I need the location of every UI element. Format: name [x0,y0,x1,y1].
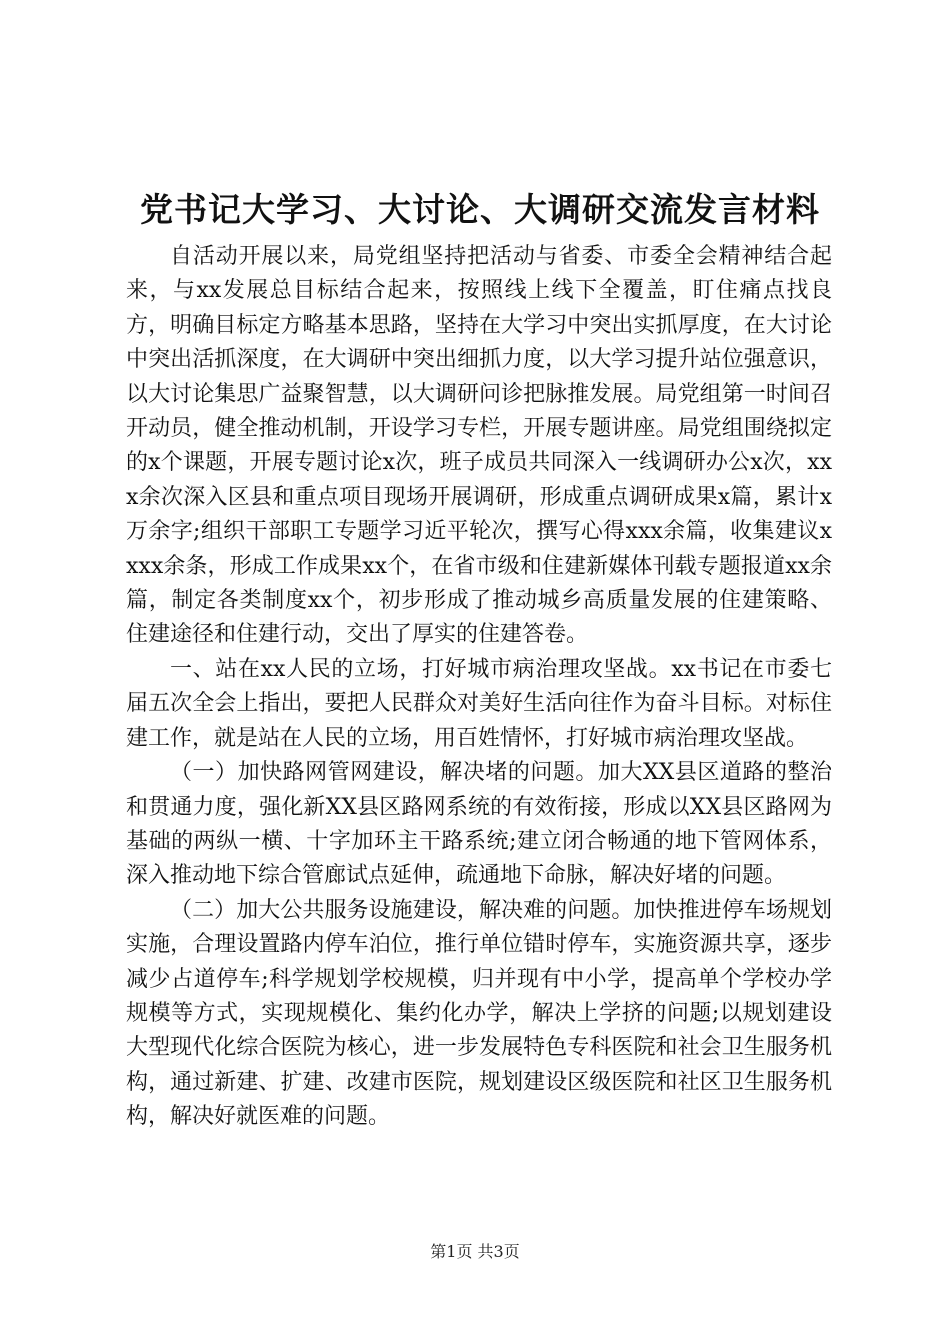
document-title: 党书记大学习、大讨论、大调研交流发言材料 [140,190,820,229]
paragraph-subsection-two: （二）加大公共服务设施建设，解决难的问题。加快推进停车场规划实施，合理设置路内停车泊位，推行单位错时停车，实施资源共享，逐步减少占道停车;科学规划学校规模，归并现有中小学，提高单个学校办学规模等方式，实现规模化、集约化办学，解决上学挤的问题;以规划建设大型现代化综合医院为核心，进一步发展特色专科医院和社会卫生服务机构，通过新建、扩建、改建市医院，规划建设区级医院和社区卫生服务机构，解决好就医难的问题。 [126,897,832,1130]
page-number-footer: 第1页 共3页 [430,1242,520,1261]
paragraph-subsection-one: （一）加快路网管网建设，解决堵的问题。加大XX县区道路的整治和贯通力度，强化新XX县区路网系统的有效衔接，形成以XX县区路网为基础的两纵一横、十字加环主干路系统;建立闭合畅通的地下管网体系，深入推动地下综合管廊试点延伸，疏通地下命脉，解决好堵的问题。 [126,760,832,889]
document-body [126,240,832,1135]
paragraph-intro: 自活动开展以来，局党组坚持把活动与省委、市委全会精神结合起来，与xx发展总目标结合起来，按照线上线下全覆盖，盯住痛点找良方，明确目标定方略基本思路，坚持在大学习中突出实抓厚度，在大讨论中突出活抓深度，在大调研中突出细抓力度，以大学习提升站位强意识，以大讨论集思广益聚智慧，以大调研问诊把脉推发展。局党组第一时间召开动员，健全推动机制，开设学习专栏，开展专题讲座。局党组围绕拟定的x个课题，开展专题讨论x次，班子成员共同深入一线调研办公x次，xxx余次深入区县和重点项目现场开展调研，形成重点调研成果x篇，累计x万余字;组织干部职工专题学习近平轮次，撰写心得xxx余篇，收集建议xxxx余条，形成工作成果xx个，在省市级和住建新媒体刊载专题报道xx余篇，制定各类制度xx个，初步形成了推动城乡高质量发展的住建策略、住建途径和住建行动，交出了厚实的住建答卷。 [126,244,832,648]
paragraph-section-one: 一、站在xx人民的立场，打好城市病治理攻坚战。xx书记在市委七届五次全会上指出，要把人民群众对美好生活向往作为奋斗目标。对标住建工作，就是站在人民的立场，用百姓情怀，打好城市病治理攻坚战。 [126,656,832,751]
